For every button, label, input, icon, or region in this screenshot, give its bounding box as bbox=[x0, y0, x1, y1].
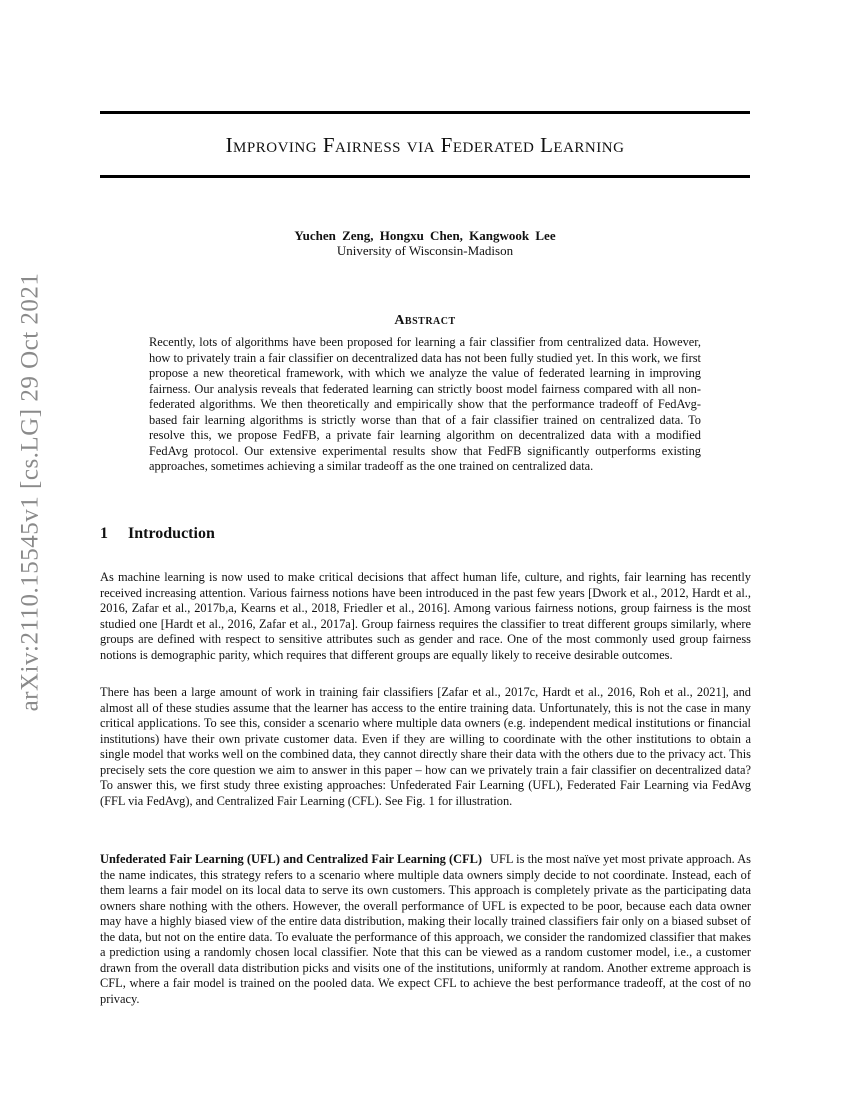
title-rule-top bbox=[100, 111, 750, 114]
intro-paragraph-1: As machine learning is now used to make critical decisions that affect human life, culture, and rights, fair learning has recently received increasing attention. Various fairness notions have been introduced in the past few years [Dwork et al., 2012, Hardt et al., 2016, Zafar et al., 2017b,a, Kearns et al., 2018, Friedler et al., 2016]. Among various fairness notions, group fairness is the most studied one [Hardt et al., 2016, Zafar et al., 2017a]. Group fairness requires the classifier to treat different groups similarly, where groups are defined with respect to sensitive attributes such as gender and race. One of the most commonly used group fairness notions is demographic parity, which requires that different groups are equally likely to receive desirable outcomes. bbox=[100, 570, 751, 662]
paper-title: Improving Fairness via Federated Learning bbox=[225, 133, 625, 157]
intro-paragraph-2: There has been a large amount of work in training fair classifiers [Zafar et al., 2017c, Hardt et al., 2016, Roh et al., 2021], and almost all of these studies assume that the learner has access to the entire training data. Unfortunately, this is not the case in many critical applications. To see this, consider a scenario where multiple data owners (e.g. independent medical institutions or financial institutions) have their own private customer data. Even if they are willing to coordinate with the other institutions to obtain a single model that works well on the combined data, they cannot directly share their data with the others due to the privacy act. This precisely sets the core question we aim to answer in this paper – how can we privately train a fair classifier on decentralized data? To answer this, we first study three existing approaches: Unfederated Fair Learning (UFL), Federated Fair Learning via FedAvg (FFL via FedAvg), and Centralized Fair Learning (CFL). See Fig. 1 for illustration. bbox=[100, 685, 751, 808]
section-title: Introduction bbox=[128, 525, 215, 542]
paragraph-run-in-heading: Unfederated Fair Learning (UFL) and Centralized Fair Learning (CFL) bbox=[100, 852, 483, 866]
section-number: 1 bbox=[100, 525, 108, 542]
title-rule-bottom bbox=[100, 175, 750, 178]
arxiv-identifier-stamp bbox=[0, 272, 60, 712]
intro-paragraph-3 bbox=[100, 852, 751, 1007]
author-affiliation: University of Wisconsin-Madison bbox=[336, 243, 514, 258]
paragraph-body: UFL is the most naïve yet most private approach. As the name indicates, this strategy refers to a scenario where multiple data owners simply decide to not coordinate. Instead, each of them learns a fair model on its local data to serve its own customers. This approach is completely private as the participating data owners share nothing with the others. However, the overall performance of UFL is expected to be poor, because each data owner may have a highly biased view of the entire data distribution, making their locally trained classifiers fair only on a biased subset of the data, but not on the entire data. To evaluate the performance of this approach, we consider the randomized classifier that makes a prediction using a randomly chosen local classifier. Note that this can be viewed as a random customer model, i.e., a customer drawn from the overall data distribution picks and visits one of the institutions, uniformly at random. Another extreme approach is CFL, where a fair model is trained on the pooled data. We expect CFL to achieve the best performance tradeoff, at the cost of no privacy. bbox=[100, 852, 751, 1006]
abstract-text: Recently, lots of algorithms have been proposed for learning a fair classifier from centralized data. However, how to privately train a fair classifier on decentralized data has not been fully studied yet. In this work, we first propose a new theoretical framework, with which we analyze the value of federated learning in improving fairness. Our analysis reveals that federated learning can strictly boost model fairness compared with all non-federated algorithms. We then theoretically and empirically show that the performance tradeoff of FedAvg-based fair learning algorithms is strictly worse than that of a fair classifier trained on centralized data. To resolve this, we propose FedFB, a private fair learning algorithm on decentralized data with a modified FedAvg protocol. Our extensive experimental results show that FedFB significantly outperforms existing approaches, sometimes achieving a similar tradeoff as the one trained on centralized data. bbox=[149, 335, 701, 473]
arxiv-identifier-text: arXiv:2110.15545v1 [cs.LG] 29 Oct 2021 bbox=[16, 272, 43, 712]
abstract-heading: Abstract bbox=[394, 313, 456, 328]
author-list: Yuchen Zeng, Hongxu Chen, Kangwook Lee bbox=[294, 228, 556, 243]
section-heading bbox=[100, 525, 215, 543]
